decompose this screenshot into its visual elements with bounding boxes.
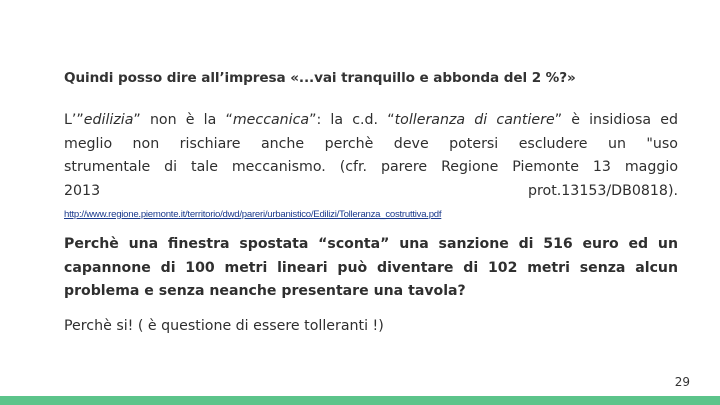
paragraph-line: problema e senza neanche presentare una tavola?: [64, 283, 466, 299]
paragraph-question: [64, 233, 678, 304]
paragraph-line: meglio non rischiare anche perchè deve potersi escludere un "uso: [64, 135, 678, 152]
reference-link[interactable]: http://www.regione.piemonte.it/territorio/dwd/pareri/urbanistico/Edilizi/Tolleranza_costruttiva.pdf: [64, 209, 442, 220]
slide-content: [64, 70, 678, 348]
page-number: 29: [674, 375, 690, 389]
text-fragment: 2013: [64, 182, 101, 199]
text-fragment: prot.13153/DB0818).: [527, 182, 678, 199]
paragraph-line: capannone di 100 metri lineari può diventare di 102 metri senza alcun: [64, 259, 678, 276]
paragraph-tolleranza: [64, 109, 678, 203]
bottom-accent-bar: [0, 396, 720, 405]
text-fragment: ” è insidiosa ed: [554, 112, 678, 128]
slide-heading: Quindi posso dire all’impresa «...vai tranquillo e abbonda del 2 %?»: [64, 70, 576, 86]
text-fragment: ”: la c.d. “: [309, 112, 395, 128]
text-fragment: L’”: [64, 112, 84, 128]
paragraph-answer: Perchè si! ( è questione di essere tolleranti !): [64, 317, 384, 334]
paragraph-line: [64, 180, 678, 204]
paragraph-line: strumentale di tale meccanismo. (cfr. parere Regione Piemonte 13 maggio: [64, 159, 678, 175]
emphasis-text: meccanica: [232, 112, 310, 128]
emphasis-text: tolleranza di cantiere: [394, 112, 555, 128]
paragraph-line: [64, 109, 678, 133]
emphasis-text: edilizia: [83, 112, 134, 128]
paragraph-line: Perchè una finestra spostata “sconta” una sanzione di 516 euro ed un: [64, 236, 678, 252]
text-fragment: ” non è la “: [133, 112, 233, 128]
